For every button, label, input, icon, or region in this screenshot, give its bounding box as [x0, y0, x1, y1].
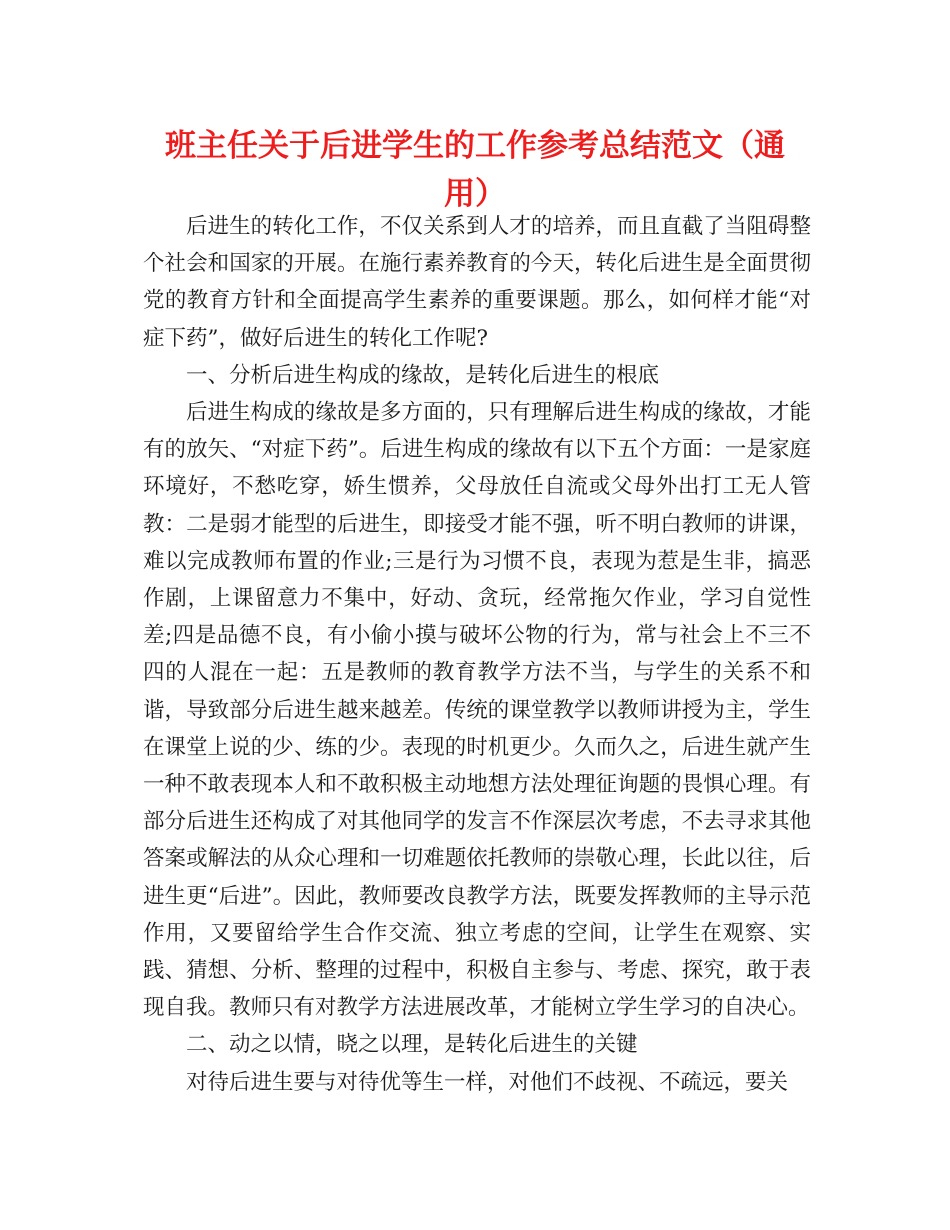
section-heading-2: 二、动之以情，晓之以理，是转化后进生的关键 [186, 1032, 638, 1058]
paragraph-treatment: 对待后进生要与对待优等生一样，对他们不歧视、不疏远，要关 [186, 1069, 789, 1095]
section-heading-1: 一、分析后进生构成的缘故，是转化后进生的根底 [186, 362, 660, 388]
document-title: 班主任关于后进学生的工作参考总结范文（通用） [165, 128, 785, 212]
paragraph-causes: 后进生构成的缘故是多方面的，只有理解后进生构成的缘故，才能有的放矢、“对症下药”。后进生构成的缘故有以下五个方面：一是家庭环境好，不愁吃穿，娇生惯养，父母放任自流或父母外出打工无人管教：二是弱才能型的后进生，即接受才能不强，听不明白教师的讲课，难以完成教师布置的作业;三是行为习惯不良，表现为惹是生非，搞恶作剧，上课留意力不集中，好动、贪玩，经常拖欠作业，学习自觉性差;四是品德不良，有小偷小摸与破坏公物的行为，常与社会上不三不四的人混在一起：五是教师的教育教学方法不当，与学生的关系不和谐，导致部分后进生越来越差。传统的课堂教学以教师讲授为主，学生在课堂上说的少、练的少。表现的时机更少。久而久之，后进生就产生一种不敢表现本人和不敢积极主动地想方法处理征询题的畏惧心理。有部分后进生还构成了对其他同学的发言不作深层次考虑，不去寻求其他答案或解法的从众心理和一切难题依托教师的崇敬心理，长此以往，后进生更“后进”。因此，教师要改良教学方法，既要发挥教师的主导示范作用，又要留给学生合作交流、独立考虑的空间，让学生在观察、实践、猜想、分析、整理的过程中，积极自主参与、考虑、探究，敢于表现自我。教师只有对教学方法进展改革，才能树立学生学习的自决心。 [143, 400, 811, 1021]
document-body [143, 208, 811, 1101]
paragraph-intro: 后进生的转化工作，不仅关系到人才的培养，而且直截了当阻碍整个社会和国家的开展。在施行素养教育的今天，转化后进生是全面贯彻党的教育方针和全面提高学生素养的重要课题。那么，如何样才能“对症下药”，做好后进生的转化工作呢? [143, 214, 811, 351]
